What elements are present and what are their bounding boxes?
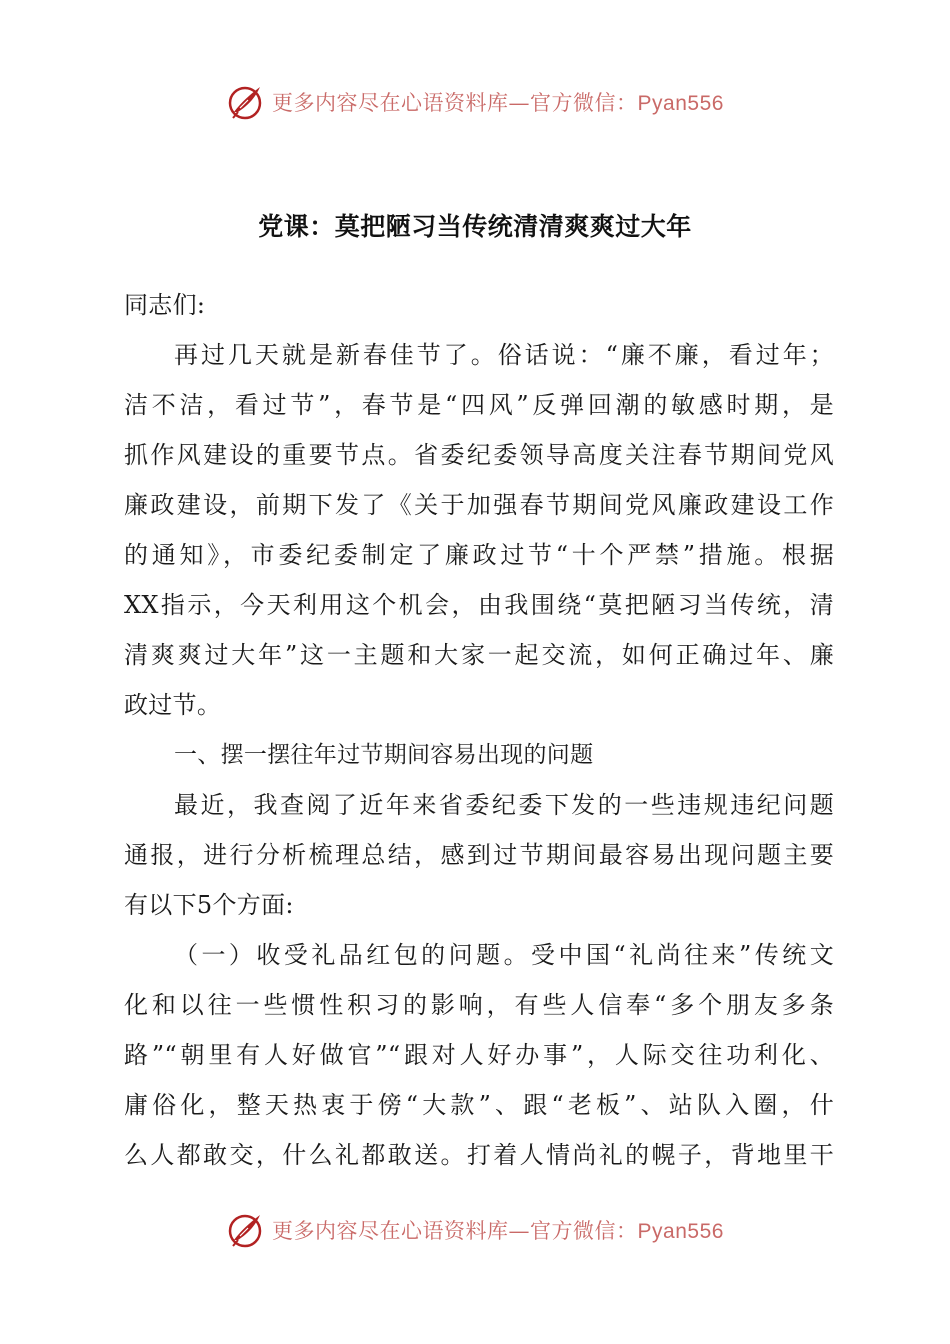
paragraph-intro <box>124 332 834 732</box>
watermark-text: 更多内容尽在心语资料库—官方微信：Pyan556 <box>272 1219 724 1243</box>
quill-seal-logo-icon <box>226 1210 266 1250</box>
watermark-text: 更多内容尽在心语资料库—官方微信：Pyan556 <box>272 91 724 115</box>
paragraph-line: 通报，进行分析梳理总结，感到过节期间最容易出现问题主要 <box>124 841 834 869</box>
paragraph-line: 有以下5个方面: <box>124 891 294 919</box>
wechat-id: Pyan556 <box>637 1220 724 1243</box>
quill-seal-logo-icon <box>226 82 266 122</box>
paragraph-line: 清爽爽过大年”这一主题和大家一起交流，如何正确过年、廉 <box>124 641 834 669</box>
paragraph-line: 最近，我查阅了近年来省委纪委下发的一些违规违纪问题 <box>174 791 834 819</box>
header-watermark-banner <box>0 80 950 124</box>
salutation: 同志们: <box>124 291 206 319</box>
paragraph-gifts-issue <box>124 932 834 1182</box>
paragraph-line: （一）收受礼品红包的问题。受中国“礼尚往来”传统文 <box>174 941 834 969</box>
paragraph-line: 廉政建设，前期下发了《关于加强春节期间党风廉政建设工作 <box>124 491 834 519</box>
section-heading: 一、摆一摆往年过节期间容易出现的问题 <box>174 742 594 768</box>
paragraph-line: 么人都敢交，什么礼都敢送。打着人情尚礼的幌子，背地里干 <box>124 1141 834 1169</box>
paragraph-line: 的通知》，市委纪委制定了廉政过节“十个严禁”措施。根据 <box>124 541 834 569</box>
paragraph-line: 再过几天就是新春佳节了。俗话说：“廉不廉，看过年； <box>174 341 834 369</box>
paragraph-line: 庸俗化，整天热衷于傍“大款”、跟“老板”、站队入圈，什 <box>124 1091 834 1119</box>
paragraph-line: 洁不洁，看过节”，春节是“四风”反弹回潮的敏感时期，是 <box>124 391 834 419</box>
wechat-id: Pyan556 <box>637 92 724 115</box>
document-body <box>124 282 834 1182</box>
paragraph-line: 路”“朝里有人好做官”“跟对人好办事”，人际交往功利化、 <box>124 1041 834 1069</box>
document-title: 党课：莫把陋习当传统清清爽爽过大年 <box>258 212 692 241</box>
paragraph-line: 政过节。 <box>124 691 222 719</box>
paragraph-recent-review <box>124 782 834 932</box>
paragraph-line: XX指示，今天利用这个机会，由我围绕“莫把陋习当传统，清 <box>124 591 834 619</box>
paragraph-line: 化和以往一些惯性积习的影响，有些人信奉“多个朋友多条 <box>124 991 834 1019</box>
paragraph-line: 抓作风建设的重要节点。省委纪委领导高度关注春节期间党风 <box>124 441 834 469</box>
footer-watermark-banner <box>0 1208 950 1252</box>
